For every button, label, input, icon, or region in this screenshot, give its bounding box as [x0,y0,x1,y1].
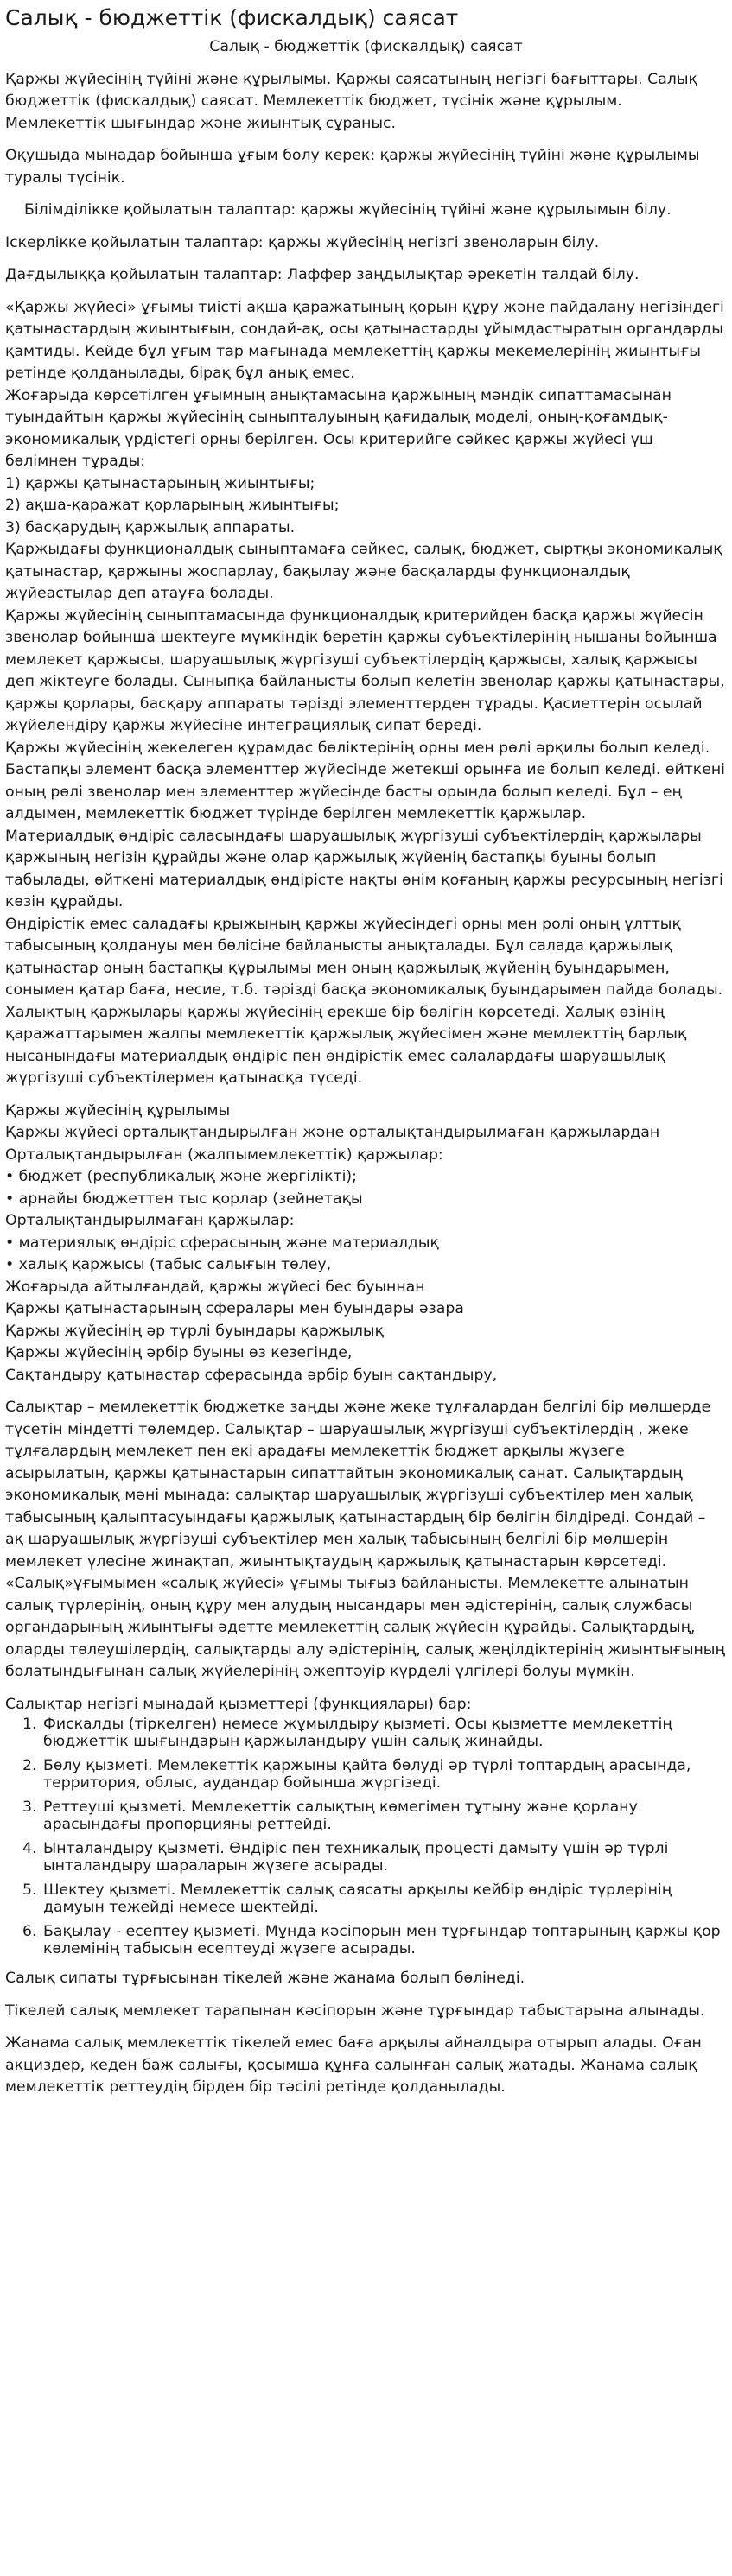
structure-line: Жоғарыда айтылғандай, қаржы жүйесі бес буыннан [5,1278,425,1296]
structure-heading: Қаржы жүйесінің құрылымы [5,1101,231,1120]
household-finance-paragraph: Халықтың қаржылары қаржы жүйесінің ерекше бір бөлігін көрсетеді. Халық өзінің қаражаттарымен жалпы мемлекеттік қаржылық жүйесімен және мемлекттің барлық нысанындағы материалдық өндіріс пен өндірістік емес салалардағы шаруашылық жүргізуші субъектілермен қатынасқа түседі. [5,1003,687,1087]
list-item: 1. Фискалды (тіркелген) немесе жұмылдыру қызметі. Осы қызметте мемлекеттің бюджеттік шығындарын қаржыландыру үшін салық жинайды. [41,1716,727,1750]
taxes-definition-paragraph: Салықтар – мемлекеттік бюджетке заңды және жеке тұлғалардан белгілі бір мөлшерде түсетін міндетті төлемдер. Салықтар – шаруашылық жүргізуші субъектілердің , жеке тұлғалардың мемлекет пен екі арадағы мемлекеттік бюджет арқылы жүзеге асырылатын, қаржы қатынастарын сипаттайтын экономикалық санат. Салықтардың экономикалық мәні мынада: салықтар шаруашылық жүргізуші субъектілер мен халық табысының қалыптасуындағы қаржылық қатынастардың бір бөлігін білдіреді. Сондай – ақ шаруашылық жүргізуші субъектілер мен халық табысының белгілі бір мөлшерін мемлекет үлесіне жинақтап, жиынтықтаудың қаржылық қатынастарын көрсетеді. «Салық»ұғымымен «салық жүйесі» ұғымы тығыз байланысты. Мемлекетте алынатын салық түрлерінің, оның құру мен алудың нысандары мен әдістерінің, салық службасы органдарының жиынтығы әдетте мемлекеттің салық жүйесін құрайды. Салықтардың, оларды төлеушілердің, салықтарды алу әдістерінің, салық жеңілдіктерінің жиынтығының болатындығынан салық жүйелерінің әжептәуір күрделі үлгілері болуы мүмкін. [5,1399,725,1680]
learning-objective-paragraph: Оқушыда мынадар бойынша ұғым болу керек: қаржы жүйесінің түйіні және құрылымы туралы түсінік. [5,147,700,187]
structure-bullet: • материялық өндіріс сферасының және материалдық [5,1234,439,1252]
intro-paragraph: Қаржы жүйесінің түйіні және құрылымы. Қаржы саясатының негізгі бағыттары. Салық бюджеттік (фискалдық) саясат. Мемлекеттік бюджет, түсінік және құрылым. Мемлекеттік шығындар және жиынтық сұраныс. [5,70,697,132]
structure-block [5,1101,727,1387]
skill-requirement-paragraph: Іскерлікке қойылатын талаптар: қаржы жүйесінің негізгі звеноларын білу. [5,233,600,251]
structure-bullet: • арнайы бюджеттен тыс қорлар (зейнетақы [5,1190,363,1208]
structure-line: Орталықтандырылған (жалпымемлекеттік) қаржылар: [5,1145,443,1164]
functional-classification-paragraph: Қаржыдағы функционалдық сыныптамаға сәйкес, салық, бюджет, сыртқы экономикалық қатынастар, қаржыны жоспарлау, бақылау және басқаларды функционалдық жүйеастылар деп атауға болады. [5,541,722,602]
list-item: 3) басқарудың қаржылық аппараты. [5,518,296,536]
structure-bullet: • бюджет (республикалық және жергілікті); [5,1168,357,1185]
habit-requirement-paragraph: Дағдылыққа қойылатын талаптар: Лаффер заңдылықтар әрекетін талдай білу. [5,266,640,283]
finance-system-definition-paragraph: «Қаржы жүйесі» ұғымы тиісті ақша қаражатының қорын құру және пайдалану негізіндегі қатынастардың жиынтығын, сондай-ақ, осы қатынастарды ұйымдастыратын органдарды қамтиды. Кейде бұл ұғым тар мағынада мемлекеттің қаржы мекемелерінің жиынтығы ретінде қолданылады, бірақ бұл анық емес. [5,298,724,382]
document-page [0,5,732,2099]
list-item: 6. Бақылау - есептеу қызметі. Мұнда кәсіпорын мен тұрғындар топтарының қаржы қор көлемінің табысын есептеуді жүзеге асырады. [41,1923,727,1957]
structure-line: Сақтандыру қатынастар сферасында әрбір буын сақтандыру, [5,1366,498,1384]
page-subtitle: Салық - бюджеттік (фискалдық) саясат [209,38,523,55]
functions-intro: Салықтар негізгі мынадай қызметтері (функциялары) бар: [5,1695,472,1713]
material-production-paragraph: Материалдық өндіріс саласындағы шаруашылық жүргізуші субъектілердің қаржылары қаржының негізін құрайды және олар қаржылық жүйенің бастапқы буыны болып табылады, өйткені материалдық өндірісте нақты өнім қоғаның қаржы ресурсының негізгі көзін құрайды. [5,827,723,910]
subject-classification-paragraph: Қаржы жүйесінің сыныптамасында функционалдық критерийден басқа қаржы жүйесін звенолар бойынша шектеуге мүмкіндік беретін қаржы субъектілерінің нышаны бойынша мемлекет қаржысы, шаруашылық жүргізуші субъектілердің қаржысы, халық қаржысы деп жіктеуге болады. Сыныпқа байланысты болып келетін звенолар қаржы қатынастары, қаржы қорлары, басқару аппараты тәрізді элементтерден тұрады. Қасиеттерін осылай жүйелендіру қаржы жүйесіне интеграциялық сипат береді. [5,606,725,734]
page-title: Салық - бюджеттік (фискалдық) саясат [5,5,459,30]
structure-line: Қаржы жүйесінің әрбір буыны өз кезегінде, [5,1344,353,1361]
list-item: 1) қаржы қатынастарының жиынтығы; [5,474,315,492]
finance-system-model-paragraph: Жоғарыда көрсетілген ұғымның анықтамасына қаржының мәндік сипаттамасынан туындайтын қаржы жүйесінің сыныпталуының қағидалық моделі, оның-қоғамдық-экономикалық үрдістегі орны берілген. Осы критерийге сәйкес қаржы жүйесі үш бөлімнен тұрады: [5,386,672,470]
structure-bullet: • халық қаржысы (табыс салығын төлеу, [5,1256,332,1273]
direct-tax-paragraph: Тікелей салық мемлекет тарапынан кәсіпорын және тұрғындар табыстарына алынады. [5,2002,705,2020]
list-item: 2) ақша-қаражат қорларының жиынтығы; [5,497,340,514]
structure-line: Қаржы қатынастарының сфералары мен буындары әзара [5,1300,464,1317]
structure-line: Қаржы жүйесінің әр түрлі буындары қаржылық [5,1322,385,1340]
list-item: 3. Реттеуші қызметі. Мемлекеттік салықтың көмегімен тұтыну және қорлану арасындағы пропорцияны реттейді. [41,1799,727,1833]
list-item: 5. Шектеу қызметі. Мемлекеттік салық саясаты арқылы кейбір өндіріс түрлерінің дамуын тежейді немесе шектейді. [41,1881,727,1916]
list-item: 4. Ынталандыру қызметі. Өндіріс пен техникалық процесті дамыту үшін әр түрлі ынталандыру шараларын жүзеге асырады. [41,1840,727,1875]
knowledge-requirement-paragraph: Білімділікке қойылатын талаптар: қаржы жүйесінің түйіні және құрылымын білу. [24,201,672,219]
finance-system-section [5,297,727,1090]
components-role-paragraph: Қаржы жүйесінің жекелеген құрамдас бөліктерінің орны мен рөлі әрқилы болып келеді. Бастапқы элемент басқа элементтер жүйесінде жетекші орынға ие болып келеді. өйткені оның рөлі звенолар мен элементтер жүйесінде басты орында болып келеді. Бұл – ең алдымен, мемлекеттік бюджет түрінде берілген мемлекеттік қаржылар. [5,739,725,822]
list-item: 2. Бөлу қызметі. Мемлекеттік қаржыны қайта бөлуді әр түрлі топтардың арасында, территория, облыс, аудандар бойынша жүргізеді. [41,1757,727,1792]
non-production-paragraph: Өндірістік емес саладағы қрыжының қаржы жүйесіндегі орны мен ролі оның ұлттық табысының қолдануы мен бөлісіне байланысты анықталады. Бұл салада қаржылық қатынастар оның бастапқы құрылымы мен оның қаржылық жүйенің буындарымен, сонымен қатар баға, несие, т.б. тәрізді басқа экономикалық буындарымен пайда болады. [5,915,723,999]
tax-functions-list [5,1716,727,1957]
structure-line: Қаржы жүйесі орталықтандырылған және орталықтандырылмаған қаржылардан [5,1124,660,1141]
tax-types-paragraph: Салық сипаты тұрғысынан тікелей және жанама болып бөлінеді. [5,1970,525,1987]
structure-line: Орталықтандырылмаған қаржылар: [5,1212,295,1229]
indirect-tax-paragraph: Жанама салық мемлекеттік тікелей емес баға арқылы айналдыра отырып алады. Оған акциздер, кеден баж салығы, қосымша құнға салынған салық жатады. Жанама салық мемлекеттік реттеудің бірден бір тәсілі ретінде қолданылады. [5,2034,702,2096]
